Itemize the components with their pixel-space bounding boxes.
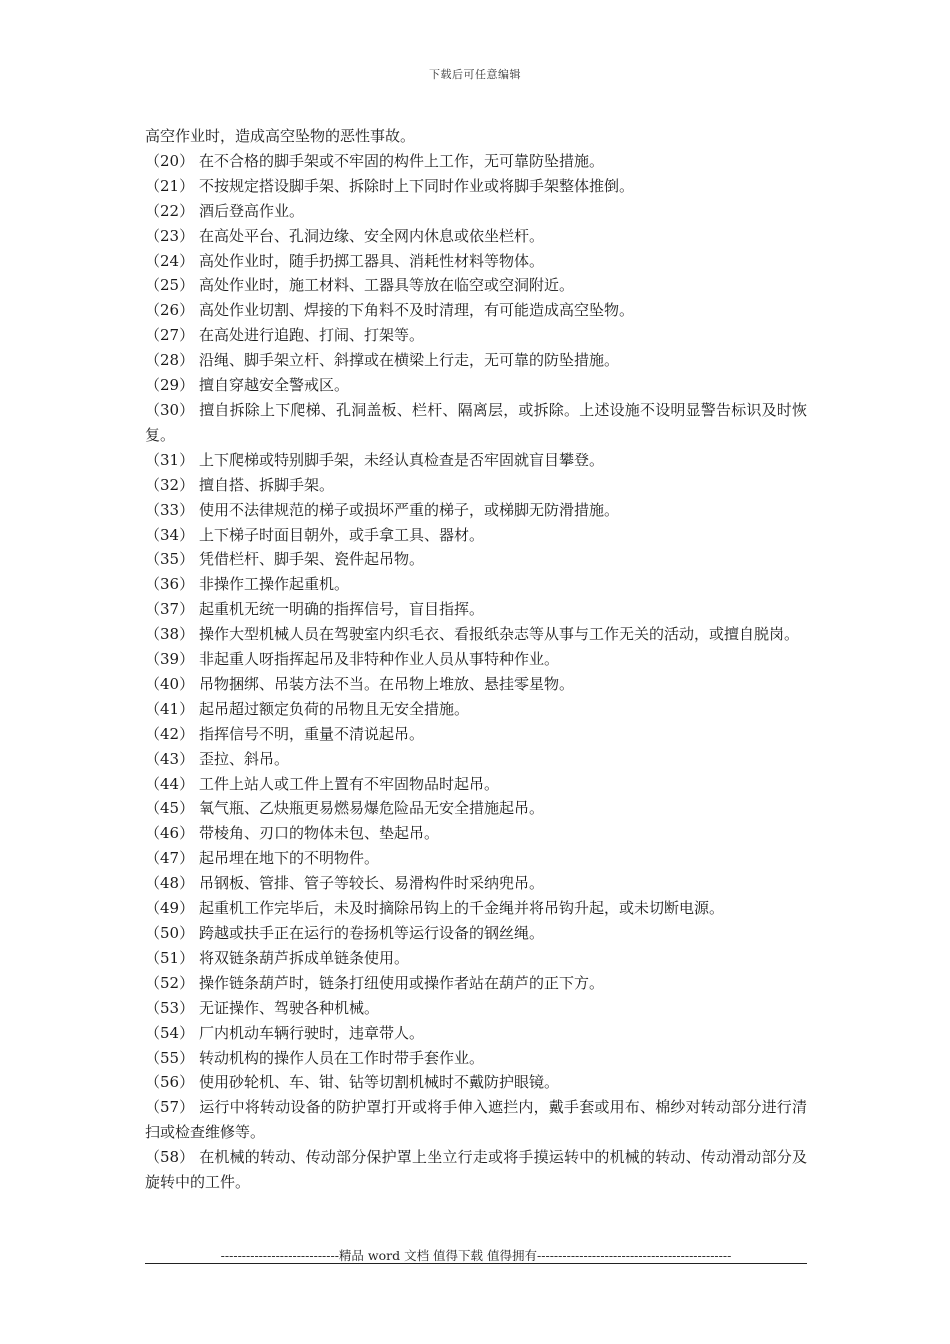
list-item-number: （51） <box>145 948 195 967</box>
list-item-number: （35） <box>145 550 195 569</box>
list-item-number: （23） <box>145 226 195 245</box>
page-footer: ----------------------------精品 word 文档 值得下载 值得拥有---------------------------------------------- <box>220 1248 732 1263</box>
list-item <box>145 547 807 572</box>
list-item-text: 凭借栏杆、脚手架、瓷件起吊物。 <box>199 550 425 569</box>
list-item-text: 歪拉、斜吊。 <box>199 749 290 768</box>
list-item-text: 在高处平台、孔洞边缘、安全网内休息或依坐栏杆。 <box>199 226 545 245</box>
list-item-text: 不按规定搭设脚手架、拆除时上下同时作业或将脚手架整体推倒。 <box>199 176 635 195</box>
list-item-text: 操作链条葫芦时，链条打纽使用或操作者站在葫芦的正下方。 <box>199 973 605 992</box>
list-item <box>145 323 807 348</box>
list-item-text: 转动机构的操作人员在工作时带手套作业。 <box>199 1048 485 1067</box>
intro-paragraph: 高空作业时，造成高空坠物的恶性事故。 <box>145 127 416 145</box>
list-item-text: 起重机无统一明确的指挥信号，盲目指挥。 <box>199 600 485 619</box>
list-item <box>145 473 807 498</box>
list-item-text: 高处作业时，随手扔掷工器具、消耗性材料等物体。 <box>199 251 545 270</box>
list-item-text: 酒后登高作业。 <box>199 201 305 220</box>
list-item <box>145 871 807 896</box>
numbered-list <box>145 149 807 1195</box>
list-item-number: （50） <box>145 924 195 942</box>
list-item <box>145 722 807 747</box>
list-item-text: 氧气瓶、乙炔瓶更易燃易爆危险品无安全措施起吊。 <box>199 799 545 818</box>
list-item <box>145 1095 807 1145</box>
list-item-text: 起重机工作完毕后，未及时摘除吊钩上的千金绳并将吊钩升起，或未切断电源。 <box>199 899 725 918</box>
list-item <box>145 523 807 548</box>
list-item-text: 在不合格的脚手架或不牢固的构件上工作，无可靠防坠措施。 <box>199 151 605 170</box>
list-item-text: 擅自搭、拆脚手架。 <box>199 475 335 494</box>
list-item-number: （46） <box>145 824 195 843</box>
list-item <box>145 249 807 274</box>
list-item <box>145 498 807 523</box>
list-item-text: 高处作业切割、焊接的下角料不及时清理，有可能造成高空坠物。 <box>199 301 635 320</box>
list-item-number: （40） <box>145 674 195 693</box>
list-item <box>145 298 807 323</box>
list-item-number: （52） <box>145 973 195 992</box>
list-item <box>145 1070 807 1095</box>
list-item <box>145 747 807 772</box>
list-item-number: （39） <box>145 650 195 669</box>
list-item-number: （48） <box>145 874 195 893</box>
list-item-text: 吊钢板、管排、管子等较长、易滑构件时采纳兜吊。 <box>199 874 545 893</box>
list-item-text: 带棱角、刃口的物体未包、垫起吊。 <box>199 824 440 843</box>
list-item-text: 擅自穿越安全警戒区。 <box>199 376 350 395</box>
list-item-text: 跨越或扶手正在运行的卷扬机等运行设备的钢丝绳。 <box>199 924 545 942</box>
list-item <box>145 697 807 722</box>
list-item-text: 擅自拆除上下爬梯、孔洞盖板、栏杆、隔离层，或拆除。上述设施不设明显警告标识及时恢复。 <box>145 400 807 444</box>
list-item-text: 使用砂轮机、车、钳、钻等切割机械时不戴防护眼镜。 <box>199 1073 560 1092</box>
list-item <box>145 572 807 597</box>
list-item-text: 非操作工操作起重机。 <box>199 575 350 594</box>
list-item-text: 工件上站人或工件上置有不牢固物品时起吊。 <box>199 774 500 793</box>
list-item-number: （57） <box>145 1098 195 1117</box>
list-item-number: （56） <box>145 1073 195 1092</box>
list-item-text: 上下爬梯或特别脚手架，未经认真检查是否牢固就盲目攀登。 <box>199 450 605 469</box>
document-body <box>145 124 807 1195</box>
list-item-text: 厂内机动车辆行驶时，违章带人。 <box>199 1023 425 1042</box>
list-item <box>145 921 807 946</box>
list-item-text: 在高处进行追跑、打闹、打架等。 <box>199 326 425 345</box>
list-item-text: 吊物捆绑、吊装方法不当。在吊物上堆放、悬挂零星物。 <box>199 674 575 693</box>
page-header: 下载后可任意编辑 <box>429 68 521 81</box>
list-item <box>145 796 807 821</box>
list-item-number: （27） <box>145 326 195 345</box>
list-item <box>145 896 807 921</box>
list-item-number: （44） <box>145 774 195 793</box>
list-item-text: 将双链条葫芦拆成单链条使用。 <box>199 948 410 967</box>
list-item-text: 运行中将转动设备的防护罩打开或将手伸入遮拦内，戴手套或用布、棉纱对转动部分进行清扫或检查维修等。 <box>145 1098 807 1142</box>
list-item-text: 起吊埋在地下的不明物件。 <box>199 849 380 868</box>
list-item <box>145 373 807 398</box>
list-item-text: 上下梯子时面目朝外，或手拿工具、器材。 <box>199 525 485 544</box>
list-item <box>145 846 807 871</box>
list-item <box>145 1046 807 1071</box>
list-item-number: （32） <box>145 475 195 494</box>
list-item-number: （25） <box>145 276 195 295</box>
list-item-number: （41） <box>145 699 195 718</box>
list-item <box>145 946 807 971</box>
list-item-text: 起吊超过额定负荷的吊物且无安全措施。 <box>199 699 470 718</box>
list-item <box>145 672 807 697</box>
list-item-text: 无证操作、驾驶各种机械。 <box>199 998 380 1017</box>
list-item-number: （33） <box>145 500 195 519</box>
list-item-number: （31） <box>145 450 195 469</box>
list-item-number: （55） <box>145 1048 195 1067</box>
list-item <box>145 996 807 1021</box>
list-item-number: （47） <box>145 849 195 868</box>
list-item <box>145 199 807 224</box>
list-item-number: （21） <box>145 176 195 195</box>
list-item-number: （38） <box>145 625 195 644</box>
list-item-number: （54） <box>145 1023 195 1042</box>
list-item-number: （26） <box>145 301 195 320</box>
list-item <box>145 348 807 373</box>
list-item-number: （30） <box>145 400 195 419</box>
list-item-text: 非起重人呀指挥起吊及非特种作业人员从事特种作业。 <box>199 650 560 669</box>
list-item-number: （37） <box>145 600 195 619</box>
list-item-text: 高处作业时，施工材料、工器具等放在临空或空洞附近。 <box>199 276 575 295</box>
list-item-number: （29） <box>145 376 195 395</box>
list-item-text: 使用不法律规范的梯子或损坏严重的梯子，或梯脚无防滑措施。 <box>199 500 620 519</box>
list-item <box>145 821 807 846</box>
list-item-text: 沿绳、脚手架立杆、斜撑或在横梁上行走，无可靠的防坠措施。 <box>199 351 620 370</box>
list-item-number: （45） <box>145 799 195 818</box>
list-item <box>145 772 807 797</box>
list-item <box>145 622 807 647</box>
list-item <box>145 149 807 174</box>
list-item-number: （42） <box>145 724 195 743</box>
list-item-text: 操作大型机械人员在驾驶室内织毛衣、看报纸杂志等从事与工作无关的活动，或擅自脱岗。 <box>199 625 800 644</box>
list-item-number: （34） <box>145 525 195 544</box>
footer-rule <box>145 1263 807 1264</box>
list-item-number: （20） <box>145 151 195 170</box>
list-item-text: 指挥信号不明，重量不清说起吊。 <box>199 724 425 743</box>
list-item-number: （22） <box>145 201 195 220</box>
list-item-number: （24） <box>145 251 195 270</box>
list-item-number: （28） <box>145 351 195 370</box>
list-item <box>145 398 807 448</box>
list-item <box>145 1021 807 1046</box>
list-item-number: （43） <box>145 749 195 768</box>
list-item <box>145 224 807 249</box>
list-item <box>145 647 807 672</box>
list-item <box>145 273 807 298</box>
list-item <box>145 174 807 199</box>
list-item-number: （49） <box>145 899 195 918</box>
list-item-number: （36） <box>145 575 195 594</box>
list-item <box>145 597 807 622</box>
list-item <box>145 448 807 473</box>
list-item <box>145 1145 807 1195</box>
list-item <box>145 971 807 996</box>
list-item-text: 在机械的转动、传动部分保护罩上坐立行走或将手摸运转中的机械的转动、传动滑动部分及旋转中的工件。 <box>145 1148 807 1192</box>
list-item-number: （58） <box>145 1148 195 1167</box>
list-item-number: （53） <box>145 998 195 1017</box>
